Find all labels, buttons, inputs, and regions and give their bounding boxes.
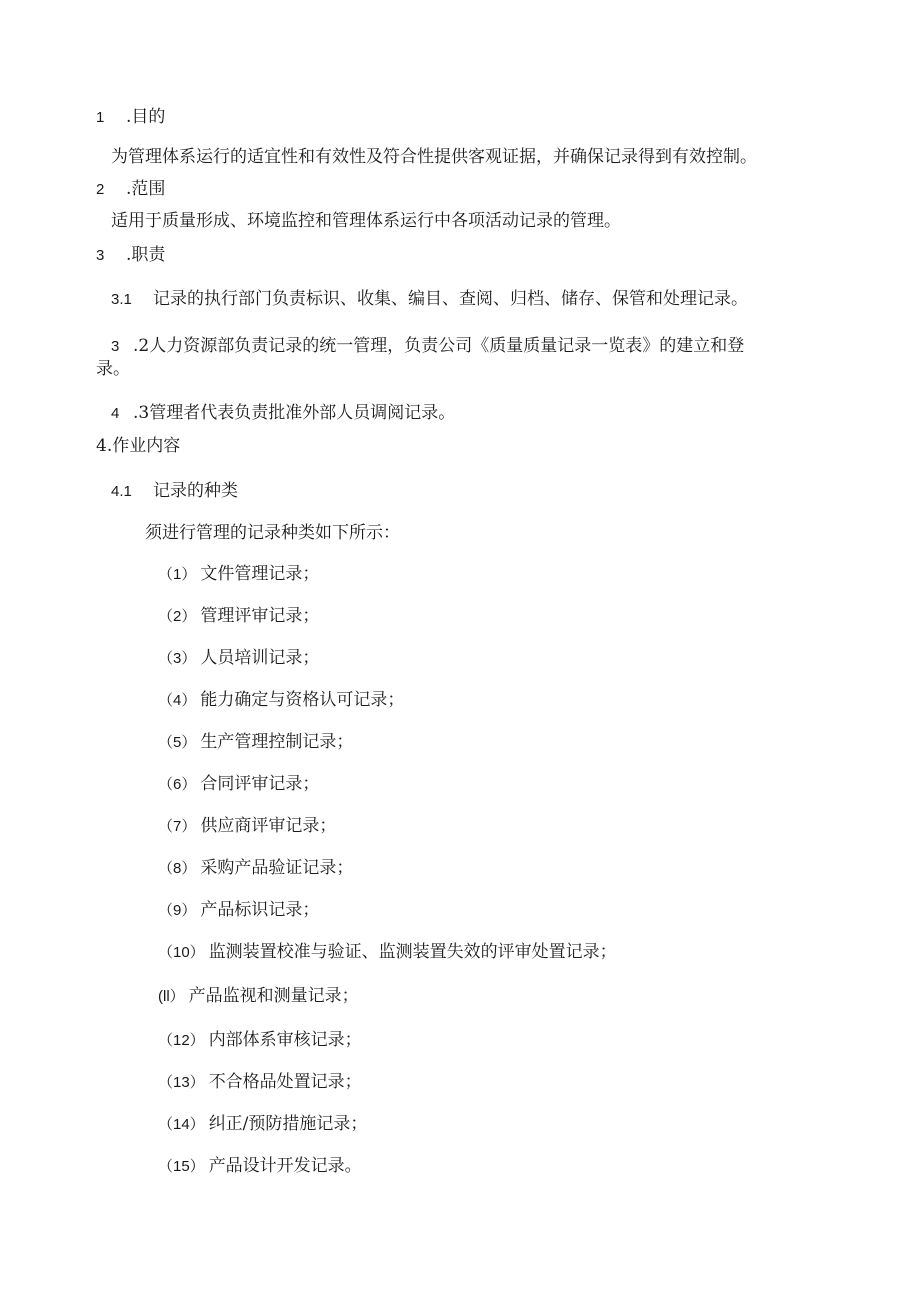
section-4-1 bbox=[111, 480, 238, 503]
section-number: 1 bbox=[96, 109, 105, 126]
section-title: .范围 bbox=[126, 179, 166, 199]
list-item-text: 产品监视和测量记录； bbox=[188, 986, 359, 1006]
section-3-2 bbox=[111, 335, 744, 358]
section-2-body: 适用于质量形成、环境监控和管理体系运行中各项活动记录的管理。 bbox=[111, 211, 621, 231]
list-item bbox=[158, 1155, 362, 1178]
list-item-text: 内部体系审核记录； bbox=[208, 1030, 362, 1050]
section-number: 3.1 bbox=[111, 291, 132, 308]
list-item bbox=[158, 563, 319, 586]
section-1-body: 为管理体系运行的适宜性和有效性及符合性提供客观证据，并确保记录得到有效控制。 bbox=[111, 147, 757, 167]
section-text: .2人力资源部负责记录的统一管理，负责公司《质量质量记录一览表》的建立和登 bbox=[133, 336, 745, 356]
list-item-number: （6） bbox=[158, 776, 197, 793]
list-item-text: 采购产品验证记录； bbox=[200, 858, 354, 878]
list-item bbox=[158, 985, 359, 1008]
list-item-number: （13） bbox=[158, 1074, 205, 1091]
section-title: .目的 bbox=[126, 107, 166, 127]
list-item-text: 生产管理控制记录； bbox=[200, 732, 354, 752]
list-item-text: 产品标识记录； bbox=[200, 900, 320, 920]
list-item bbox=[158, 815, 336, 838]
list-item bbox=[158, 1071, 362, 1094]
section-number: 2 bbox=[96, 181, 105, 198]
section-number: 3 bbox=[111, 338, 120, 355]
list-item bbox=[158, 857, 353, 880]
list-item-number: （5） bbox=[158, 734, 197, 751]
list-item bbox=[158, 731, 353, 754]
list-item-text: 管理评审记录； bbox=[200, 606, 320, 626]
section-1-heading bbox=[96, 106, 165, 129]
section-3-2-continuation: 录。 bbox=[96, 359, 130, 379]
list-item-number: （7） bbox=[158, 818, 197, 835]
list-item-number: （2） bbox=[158, 608, 197, 625]
section-number: 4.1 bbox=[111, 483, 132, 500]
list-item-text: 文件管理记录； bbox=[200, 564, 320, 584]
list-item-number: （8） bbox=[158, 860, 197, 877]
section-3-3 bbox=[111, 402, 455, 425]
list-item-number: （3） bbox=[158, 650, 197, 667]
list-item-text: 能力确定与资格认可记录； bbox=[200, 690, 405, 710]
list-item bbox=[158, 899, 319, 922]
section-text: .3管理者代表负责批准外部人员调阅记录。 bbox=[133, 403, 456, 423]
section-number: 3 bbox=[96, 247, 105, 264]
section-3-heading bbox=[96, 244, 165, 267]
list-item-text: 不合格品处置记录； bbox=[208, 1072, 362, 1092]
list-item-text: 产品设计开发记录。 bbox=[208, 1156, 362, 1176]
list-item bbox=[158, 689, 404, 712]
list-item bbox=[158, 773, 319, 796]
list-item-text: 纠正/预防措施记录； bbox=[208, 1114, 368, 1134]
list-item-number: （15） bbox=[158, 1158, 205, 1175]
section-3-1 bbox=[111, 288, 748, 311]
list-item-text: 供应商评审记录； bbox=[200, 816, 337, 836]
section-4-heading: 4.作业内容 bbox=[96, 436, 181, 456]
list-item-number: （10） bbox=[158, 944, 205, 961]
section-title: .职责 bbox=[126, 245, 166, 265]
section-number: 4 bbox=[111, 405, 120, 422]
list-item-number: （4） bbox=[158, 692, 197, 709]
list-item-number: （1） bbox=[158, 566, 197, 583]
list-item-number: （9） bbox=[158, 902, 197, 919]
list-item bbox=[158, 1029, 362, 1052]
list-item-text: 人员培训记录； bbox=[200, 648, 320, 668]
list-item bbox=[158, 605, 319, 628]
list-item-number: （14） bbox=[158, 1116, 205, 1133]
list-item bbox=[158, 1113, 367, 1136]
section-text: 记录的种类 bbox=[153, 481, 238, 501]
section-2-heading bbox=[96, 178, 165, 201]
section-4-1-intro: 须进行管理的记录种类如下所示： bbox=[145, 523, 400, 543]
list-item bbox=[158, 647, 319, 670]
list-item-text: 监测装置校准与验证、监测装置失效的评审处置记录； bbox=[208, 942, 617, 962]
section-text: 记录的执行部门负责标识、收集、编目、查阅、归档、储存、保管和处理记录。 bbox=[153, 289, 748, 309]
list-item bbox=[158, 941, 617, 964]
list-item-text: 合同评审记录； bbox=[200, 774, 320, 794]
list-item-number: （12） bbox=[158, 1032, 205, 1049]
list-item-number: (ll） bbox=[158, 988, 185, 1005]
